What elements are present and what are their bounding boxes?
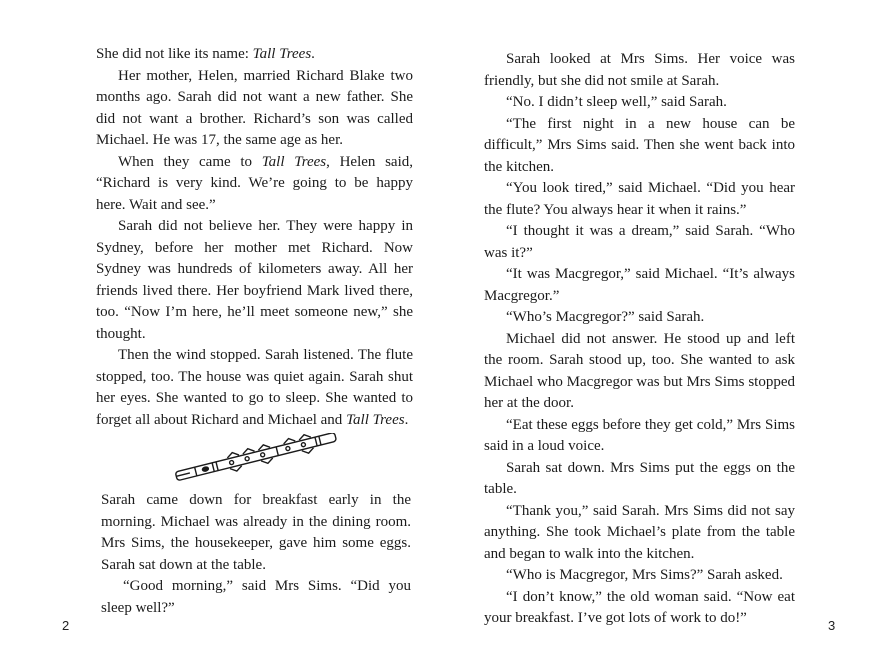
italic-title: Tall Trees — [346, 411, 405, 428]
paragraph: “I don’t know,” the old woman said. “Now eat your breakfast. I’ve got lots of work to do!” — [484, 588, 795, 626]
paragraph: “Who is Macgregor, Mrs Sims?” Sarah asked. — [506, 567, 783, 583]
text-run: Then the wind stopped. Sarah listened. The flute stopped, too. The house was quiet again. Sarah shut her eyes. She wanted to go to sleep. She wanted to forget all about Richard and Michael and — [96, 347, 413, 428]
text-run: , Helen said, “Richard is very kind. We’re going to be happy here. Wait and see.” — [96, 153, 413, 213]
text-run: When they came to — [118, 153, 262, 170]
paragraph: Sarah sat down. Mrs Sims put the eggs on the table. — [484, 459, 795, 497]
paragraph: Her mother, Helen, married Richard Blake two months ago. Sarah did not want a new father. She did not want a brother. Richard’s son was called Michael. He was 17, the same age as her. — [96, 67, 413, 148]
paragraph: “It was Macgregor,” said Michael. “It’s always Macgregor.” — [484, 266, 795, 304]
page-number-right: 3 — [828, 618, 836, 633]
paragraph: “I thought it was a dream,” said Sarah. “Who was it?” — [484, 223, 795, 261]
paragraph: Michael did not answer. He stood up and left the room. Sarah stood up, too. She wanted to ask Michael who Macgregor was but Mrs Sims stopped her at the door. — [484, 330, 795, 411]
paragraph: Sarah did not believe her. They were happy in Sydney, before her mother met Richard. Now Sydney was hundreds of kilometers away. All her friends lived there. Her boyfriend Mark lived there, too. “Now I’m here, he’ll meet someone new,” she thought. — [96, 218, 413, 342]
page-number-left: 2 — [62, 618, 70, 633]
text-run: . — [311, 46, 315, 62]
paragraph — [96, 152, 413, 217]
paragraph: Sarah came down for breakfast early in the morning. Michael was already in the dining room. Mrs Sims, the housekeeper, gave him some eggs. Sarah sat down at the table. — [101, 492, 411, 573]
left-text-upper — [96, 44, 413, 431]
paragraph: “The first night in a new house can be difficult,” Mrs Sims said. Then she went back into the kitchen. — [484, 115, 795, 175]
paragraph: “Good morning,” said Mrs Sims. “Did you sleep well?” — [101, 578, 411, 616]
text-run: . — [404, 411, 409, 428]
paragraph: Sarah looked at Mrs Sims. Her voice was friendly, but she did not smile at Sarah. — [484, 51, 795, 89]
right-text — [484, 49, 795, 630]
paragraph: “Eat these eggs before they get cold,” Mrs Sims said in a loud voice. — [484, 416, 795, 454]
paragraph: “Who’s Macgregor?” said Sarah. — [506, 309, 705, 325]
italic-title: Tall Trees — [252, 46, 312, 62]
italic-title: Tall Trees — [261, 153, 327, 170]
text-run: She did not like its name: — [96, 46, 253, 62]
left-text-lower — [101, 490, 411, 619]
paragraph — [96, 44, 413, 66]
right-page — [435, 0, 870, 666]
paragraph: “You look tired,” said Michael. “Did you hear the flute? You always hear it when it rains.” — [484, 180, 795, 218]
paragraph — [96, 345, 413, 431]
paragraph: “Thank you,” said Sarah. Mrs Sims did not say anything. She took Michael’s plate from the table and began to walk into the kitchen. — [484, 502, 795, 562]
paragraph: “No. I didn’t sleep well,” said Sarah. — [506, 94, 727, 110]
flute-icon — [168, 433, 344, 481]
